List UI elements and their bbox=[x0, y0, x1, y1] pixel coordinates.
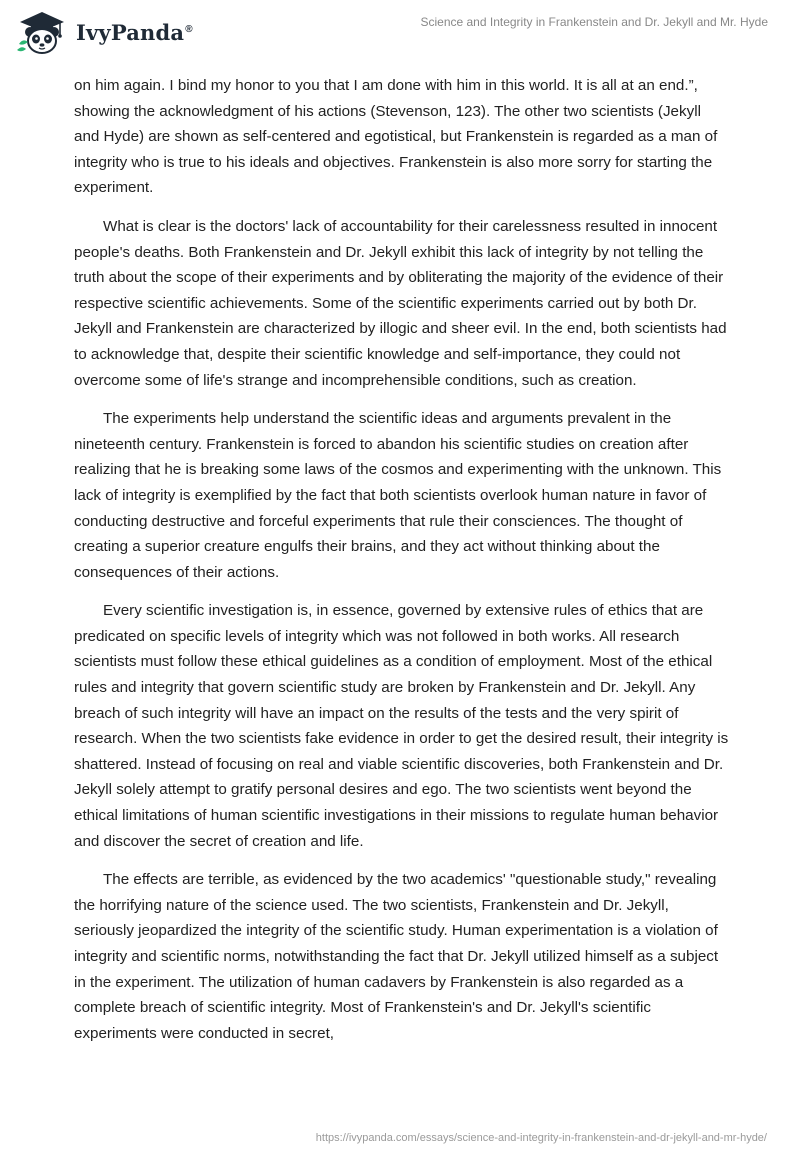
paragraph: Every scientific investigation is, in essence, governed by extensive rules of ethics that are predicated on specific levels of integrity which was not followed in both works. All research scientists must follow these ethical guidelines as a condition of employment. Most of the ethical rules and integrity that govern scientific study are broken by Frankenstein and Dr. Jekyll. Any breach of such integrity will have an impact on the results of the tests and the very spirit of research. When the two scientists fake evidence in order to get the desired result, their integrity is shattered. Instead of focusing on real and viable scientific discoveries, both Frankenstein and Dr. Jekyll solely attempt to gratify personal desires and ego. The two scientists went beyond the ethical limitations of human scientific investigations in their missions to regulate human behavior and discover the secret of creation and life. bbox=[74, 602, 729, 850]
essay-body bbox=[74, 73, 730, 1059]
paragraph: The experiments help understand the scientific ideas and arguments prevalent in the nineteenth century. Frankenstein is forced to abandon his scientific studies on creation after realizing that he is breaking some laws of the cosmos and experimenting with the unknown. This lack of integrity is exemplified by the fact that both scientists overlook human nature in favor of conducting destructive and forceful experiments that rule their consciences. The thought of creating a superior creature engulfs their brains, and they act without thinking about the consequences of their actions. bbox=[74, 410, 722, 581]
paragraph-continued: on him again. I bind my honor to you that I am done with him in this world. It is all at an end.”, showing the acknowledgment of his actions (Stevenson, 123). The other two scientists (Jekyll and Hyde) are shown as self-centered and egotistical, but Frankenstein is regarded as a man of integrity who is true to his ideals and objectives. Frankenstein is also more sorry for starting the experiment. bbox=[74, 77, 718, 197]
registered-mark: ® bbox=[185, 23, 193, 35]
brand-name bbox=[76, 20, 193, 45]
source-url[interactable]: https://ivypanda.com/essays/science-and-integrity-in-frankenstein-and-dr-jekyll-and-mr-hyde/ bbox=[315, 1132, 767, 1144]
panda-graduation-cap-icon bbox=[14, 8, 70, 56]
ivypanda-logo[interactable] bbox=[14, 8, 193, 56]
brand-text: IvyPanda bbox=[76, 19, 185, 45]
paragraph: The effects are terrible, as evidenced by the two academics' "questionable study," revealing the horrifying nature of the science used. The two scientists, Frankenstein and Dr. Jekyll, seriously jeopardized the integrity of the scientific study. Human experimentation is a violation of integrity and scientific norms, notwithstanding the fact that Dr. Jekyll utilized himself as a subject in the experiment. The utilization of human cadavers by Frankenstein is also regarded as a complete breach of scientific integrity. Most of Frankenstein's and Dr. Jekyll's scientific experiments were conducted in secret, bbox=[74, 871, 719, 1042]
page-header bbox=[0, 0, 800, 64]
paragraph: What is clear is the doctors' lack of accountability for their carelessness resulted in innocent people's deaths. Both Frankenstein and Dr. Jekyll exhibit this lack of integrity by not telling the truth about the scope of their experiments and by obliterating the majority of the evidence of their respective scientific achievements. Some of the scientific experiments carried out by both Dr. Jekyll and Frankenstein are characterized by illogic and sheer evil. In the end, both scientists had to acknowledge that, despite their scientific knowledge and self-importance, they could not overcome some of life's strange and incomprehensible conditions, such as creation. bbox=[74, 217, 727, 389]
document-title: Science and Integrity in Frankenstein and Dr. Jekyll and Mr. Hyde bbox=[420, 15, 768, 29]
